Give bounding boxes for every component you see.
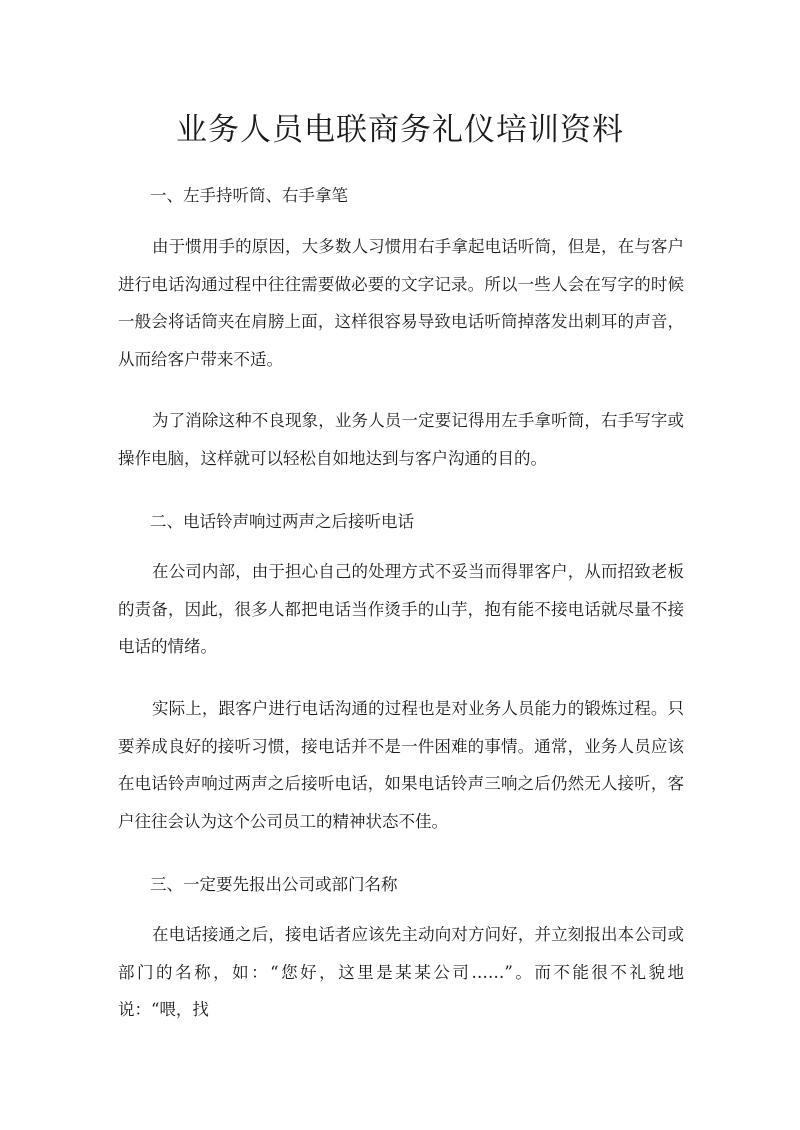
document-title: 业务人员电联商务礼仪培训资料 (176, 112, 624, 148)
section-2-heading: 二、电话铃声响过两声之后接听电话 (150, 512, 414, 531)
section-2-paragraph-2: 实际上，跟客户进行电话沟通的过程也是对业务人员能力的锻炼过程。只要养成良好的接听习惯，接电话并不是一件困难的事情。通常，业务人员应该在电话铃声响过两声之后接听电话，如果电话铃声三响之后仍然无人接听，客户往往会认为这个公司员工的精神状态不佳。 (118, 699, 684, 831)
section-1-heading: 一、左手持听筒、右手拿笔 (150, 186, 348, 205)
section-2-paragraph-1: 在公司内部，由于担心自己的处理方式不妥当而得罪客户，从而招致老板的责备，因此，很多人都把电话当作烫手的山芋，抱有能不接电话就尽量不接电话的情绪。 (118, 562, 684, 656)
section-3-paragraph-1: 在电话接通之后，接电话者应该先主动向对方问好，并立刻报出本公司或部门的名称，如：“您好，这里是某某公司……”。而不能很不礼貌地说：“喂，找 (118, 925, 684, 1019)
section-1-paragraph-1: 由于惯用手的原因，大多数人习惯用右手拿起电话听筒，但是，在与客户进行电话沟通过程中往往需要做必要的文字记录。所以一些人会在写字的时候一般会将话筒夹在肩膀上面，这样很容易导致电话听筒掉落发出刺耳的声音，从而给客户带来不适。 (118, 237, 684, 369)
section-3-heading: 三、一定要先报出公司或部门名称 (150, 875, 398, 894)
section-1-paragraph-2: 为了消除这种不良现象，业务人员一定要记得用左手拿听筒，右手写字或操作电脑，这样就可以轻松自如地达到与客户沟通的目的。 (118, 411, 684, 468)
